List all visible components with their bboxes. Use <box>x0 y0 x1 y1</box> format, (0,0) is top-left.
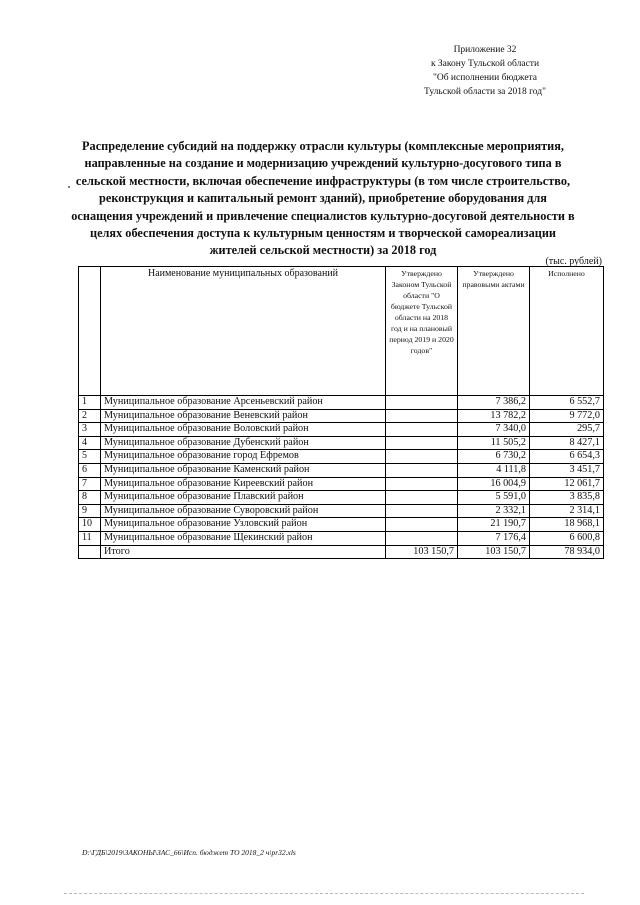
header-name: Наименование муниципальных образований <box>101 267 386 396</box>
row-name: Муниципальное образование Арсеньевский район <box>101 396 386 410</box>
row-executed-amount: 6 600,8 <box>530 531 604 545</box>
row-legal-amount: 5 591,0 <box>458 491 530 505</box>
row-number: 4 <box>79 436 101 450</box>
total-number <box>79 545 101 559</box>
table-row <box>79 463 604 477</box>
row-legal-amount: 4 111,8 <box>458 463 530 477</box>
table-row <box>79 504 604 518</box>
document-title <box>66 138 580 260</box>
appendix-line: Приложение 32 <box>453 45 517 55</box>
row-legal-amount: 21 190,7 <box>458 518 530 532</box>
table-row <box>79 423 604 437</box>
row-number: 3 <box>79 423 101 437</box>
title-line: Распределение субсидий на поддержку отрасли культуры (комплексные мероприятия, <box>82 139 564 153</box>
subsidy-table <box>78 266 604 559</box>
row-name: Муниципальное образование Киреевский район <box>101 477 386 491</box>
row-law-amount <box>386 518 458 532</box>
row-legal-amount: 11 505,2 <box>458 436 530 450</box>
header-approved-legal: Утверждено правовыми актами <box>458 267 530 396</box>
table-row <box>79 396 604 410</box>
row-name: Муниципальное образование Дубенский район <box>101 436 386 450</box>
table-row <box>79 531 604 545</box>
row-law-amount <box>386 477 458 491</box>
row-name: Муниципальное образование город Ефремов <box>101 450 386 464</box>
row-executed-amount: 295,7 <box>530 423 604 437</box>
title-line: реконструкция и капитальный ремонт зданий), приобретение оборудования для <box>99 191 547 206</box>
row-executed-amount: 8 427,1 <box>530 436 604 450</box>
row-executed-amount: 9 772,0 <box>530 409 604 423</box>
title-line: оснащения учреждений и привлечение специалистов культурно-досуговой деятельности в <box>71 208 575 223</box>
row-legal-amount: 6 730,2 <box>458 450 530 464</box>
row-name: Муниципальное образование Плавский район <box>101 491 386 505</box>
row-law-amount <box>386 463 458 477</box>
row-number: 1 <box>79 396 101 410</box>
row-legal-amount: 7 176,4 <box>458 531 530 545</box>
row-executed-amount: 18 968,1 <box>530 518 604 532</box>
row-executed-amount: 2 314,1 <box>530 504 604 518</box>
row-executed-amount: 12 061,7 <box>530 477 604 491</box>
row-number: 2 <box>79 409 101 423</box>
title-line: направленные на создание и модернизацию учреждений культурно-досугового типа в <box>84 156 562 171</box>
title-line: сельской местности, включая обеспечение инфраструктуры (в том числе строительство, <box>75 173 571 188</box>
table-row <box>79 477 604 491</box>
row-number: 7 <box>79 477 101 491</box>
row-law-amount <box>386 491 458 505</box>
appendix-note <box>400 43 570 99</box>
row-legal-amount: 2 332,1 <box>458 504 530 518</box>
total-row <box>79 545 604 559</box>
row-law-amount <box>386 450 458 464</box>
file-path-footer: D:\ГДБ\2019\ЗАКОНЫ\ЗАС_66\Исп. бюджет ТО 2018_2 ч\pr32.xls <box>82 848 296 857</box>
table-row <box>79 409 604 423</box>
row-executed-amount: 6 552,7 <box>530 396 604 410</box>
appendix-line: к Закону Тульской области <box>430 59 540 69</box>
total-executed-amount: 78 934,0 <box>530 545 604 559</box>
header-approved-law: Утверждено Законом Тульской области "О бюджете Тульской области на 2018 год и на плановый период 2019 и 2020 годов" <box>386 267 458 396</box>
total-legal-amount: 103 150,7 <box>458 545 530 559</box>
appendix-line: Тульской области за 2018 год" <box>424 87 546 97</box>
table-header-row <box>79 267 604 396</box>
row-number: 8 <box>79 491 101 505</box>
row-legal-amount: 16 004,9 <box>458 477 530 491</box>
row-number: 6 <box>79 463 101 477</box>
row-law-amount <box>386 396 458 410</box>
row-law-amount <box>386 423 458 437</box>
row-legal-amount: 7 386,2 <box>458 396 530 410</box>
table-row <box>79 518 604 532</box>
row-legal-amount: 13 782,2 <box>458 409 530 423</box>
row-name: Муниципальное образование Узловский район <box>101 518 386 532</box>
title-line: жителей сельской местности) за 2018 год <box>209 243 437 258</box>
row-law-amount <box>386 531 458 545</box>
unit-label: (тыс. рублей) <box>545 256 602 267</box>
title-line: целях обеспечения доступа к культурным ценностям и творческой самореализации <box>89 226 557 241</box>
row-name: Муниципальное образование Воловский район <box>101 423 386 437</box>
table-row <box>79 436 604 450</box>
row-legal-amount: 7 340,0 <box>458 423 530 437</box>
row-name: Муниципальное образование Каменский район <box>101 463 386 477</box>
header-number <box>79 267 101 396</box>
row-number: 10 <box>79 518 101 532</box>
row-name: Муниципальное образование Щекинский район <box>101 531 386 545</box>
appendix-line: "Об исполнении бюджета <box>432 73 538 83</box>
row-executed-amount: 6 654,3 <box>530 450 604 464</box>
row-number: 9 <box>79 504 101 518</box>
total-label: Итого <box>101 545 386 559</box>
row-law-amount <box>386 409 458 423</box>
row-executed-amount: 3 451,7 <box>530 463 604 477</box>
row-law-amount <box>386 504 458 518</box>
row-law-amount <box>386 436 458 450</box>
row-name: Муниципальное образование Веневский район <box>101 409 386 423</box>
row-number: 11 <box>79 531 101 545</box>
total-law-amount: 103 150,7 <box>386 545 458 559</box>
row-name: Муниципальное образование Суворовский район <box>101 504 386 518</box>
scan-edge-line <box>64 893 584 894</box>
row-executed-amount: 3 835,8 <box>530 491 604 505</box>
table-row <box>79 450 604 464</box>
table-row <box>79 491 604 505</box>
row-number: 5 <box>79 450 101 464</box>
header-executed: Исполнено <box>530 267 604 396</box>
